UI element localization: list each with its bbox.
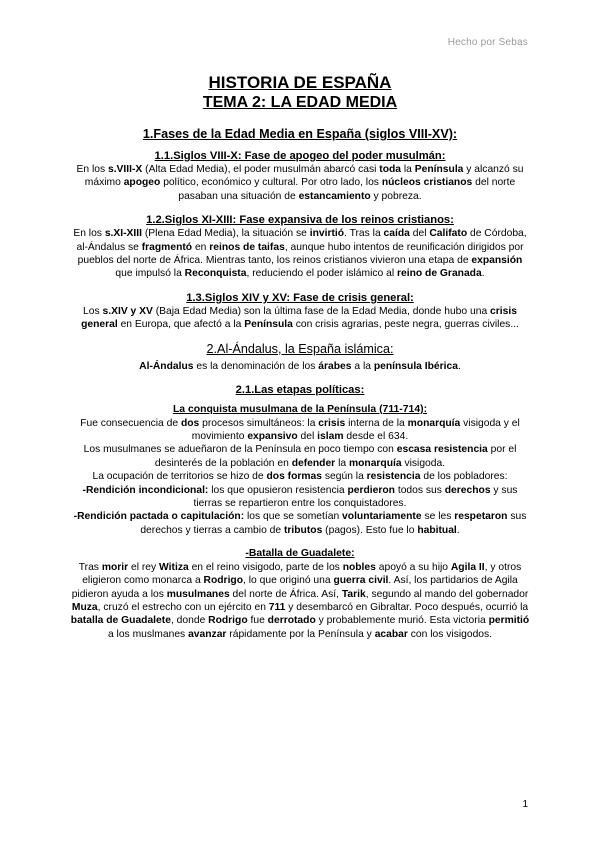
bold-term: voluntariamente xyxy=(342,511,422,523)
bold-term: perdieron xyxy=(347,484,395,496)
bold-term: 711 xyxy=(268,601,286,613)
bold-term: tributos xyxy=(283,524,323,536)
bold-term: Witiza xyxy=(159,561,189,573)
bold-term: resistencia xyxy=(366,471,421,483)
section-1-2-heading: 1.2.Siglos XI-XIII: Fase expansiva de los reinos cristianos: xyxy=(146,214,454,227)
bold-term: Muza xyxy=(71,601,98,613)
bold-term: habitual xyxy=(417,524,457,536)
bold-term: fragmentó xyxy=(141,241,193,253)
bold-term: defender xyxy=(291,457,336,469)
bold-term: Reconquista xyxy=(184,268,247,280)
bold-term: Península xyxy=(414,164,464,175)
bold-term: reino de Granada xyxy=(397,268,482,280)
bold-term: nobles xyxy=(342,561,376,573)
document-subtitle: TEMA 2: LA EDAD MEDIA xyxy=(202,94,398,111)
section-1-1-heading: 1.1.Siglos VIII-X: Fase de apogeo del poder musulmán: xyxy=(154,150,446,162)
page-number: 1 xyxy=(522,799,528,810)
section-1-2-text xyxy=(68,227,532,281)
bold-term: escasa resistencia xyxy=(396,444,488,456)
bold-term: morir xyxy=(101,561,129,573)
conquista-heading: La conquista musulmana de la Península (711-714): xyxy=(172,404,428,416)
bold-term: guerra civil xyxy=(333,575,389,587)
bold-term: dos xyxy=(180,417,200,429)
bold-term: s.XIV y XV xyxy=(102,305,153,317)
bold-term: expansivo xyxy=(247,430,298,442)
bold-term: acabar xyxy=(374,628,408,640)
paragraph: En los s.VIII-X (Alta Edad Media), el poder musulmán abarcó casi toda la Península y alcanzó su máximo apogeo político, económico y cultural. Por otro lado, los núcleos cristianos del norte pasaban una situación de estancamiento y pobreza. xyxy=(76,164,524,202)
guadalete-heading: -Batalla de Guadalete: xyxy=(245,548,355,560)
bold-term: crisis general xyxy=(81,305,517,331)
paragraph: La ocupación de territorios se hizo de dos formas según la resistencia de los pobladores: xyxy=(92,471,508,483)
bold-term: árabes xyxy=(318,360,352,372)
bold-term: núcleos cristianos xyxy=(381,177,473,189)
bold-term: Al-Ándalus xyxy=(139,360,194,372)
bold-term: Tarik xyxy=(341,588,366,600)
bold-term: monarquía xyxy=(348,457,402,469)
bold-term: estancamiento xyxy=(298,190,371,202)
bold-term: monarquía xyxy=(407,417,461,429)
bold-term: avanzar xyxy=(188,628,227,640)
bold-term: permitió xyxy=(488,615,530,627)
bold-term: apogeo xyxy=(123,177,161,189)
bold-term: Agila II xyxy=(450,561,485,573)
bold-term: musulmanes xyxy=(166,588,230,600)
section-2-heading: 2.Al-Ándalus, la España islámica: xyxy=(206,341,394,356)
section-1-3-heading: 1.3.Siglos XIV y XV: Fase de crisis general: xyxy=(186,291,414,304)
bold-term: dos formas xyxy=(266,471,323,483)
author-note: Hecho por Sebas xyxy=(447,37,528,48)
paragraph: Los s.XIV y XV (Baja Edad Media) son la última fase de la Edad Media, donde hubo una crisis general en Europa, que afectó a la Península con crisis agrarias, peste negra, guerras civiles... xyxy=(81,305,519,331)
bold-term: península Ibérica xyxy=(373,360,458,372)
section-1-heading: 1.Fases de la Edad Media en España (siglos VIII-XV): xyxy=(142,127,458,141)
guadalete-text xyxy=(68,561,532,641)
paragraph: Tras morir el rey Witiza en el reino visigodo, parte de los nobles apoyó a su hijo Agila II, y otros eligieron como monarca a Rodrigo, lo que originó una guerra civil. Así, los partidarios de Agila pidieron ayuda a los musulmanes del norte de África. Así, Tarik, segundo al mando del gobernador Muza, cruzó el estrecho con un ejército en 711 y desembarcó en Gibraltar. Poco después, ocurrió la batalla de Guadalete, donde Rodrigo fue derrotado y probablemente murió. Esta victoria permitió a los muslmanes avanzar rápidamente por la Península y acabar con los visigodos. xyxy=(70,561,530,640)
section-2-intro xyxy=(68,360,532,373)
bold-term: -Rendición incondicional: xyxy=(82,484,209,496)
document-body xyxy=(68,72,532,641)
bold-term: islam xyxy=(317,430,344,442)
bold-term: Rodrigo xyxy=(208,615,248,627)
bold-term: reinos de taifas xyxy=(209,241,285,253)
bold-term: -Rendición pactada o capitulación: xyxy=(73,511,245,523)
bold-term: caída xyxy=(383,228,410,240)
bold-term: Califato xyxy=(429,228,468,240)
document-title: HISTORIA DE ESPAÑA xyxy=(208,73,392,92)
conquista-text xyxy=(68,417,532,538)
bold-term: derechos xyxy=(444,484,491,496)
paragraph: -Rendición pactada o capitulación: los que se sometían voluntariamente se les respetaron sus derechos y tierras a cambio de tributos (pagos). Esto fue lo habitual. xyxy=(73,511,527,536)
paragraph: En los s.XI-XIII (Plena Edad Media), la situación se invirtió. Tras la caída del Califato de Córdoba, al-Ándalus se fragmentó en reinos de taifas, aunque hubo intentos de reunificación dirigidos por pueblos del norte de África. Mientras tanto, los reinos cristianos vivieron una etapa de expansión que impulsó la Reconquista, reduciendo el poder islámico al reino de Granada. xyxy=(73,228,527,280)
paragraph: Fue consecuencia de dos procesos simultáneos: la crisis interna de la monarquía visigoda y el movimiento expansivo del islam desde el 634. xyxy=(80,417,520,442)
bold-term: crisis xyxy=(318,417,346,429)
paragraph: -Rendición incondicional: los que opusieron resistencia perdieron todos sus derechos y sus tierras se repartieron entre los conquistadores. xyxy=(82,484,518,509)
bold-term: Rodrigo xyxy=(203,575,244,587)
bold-term: expansión xyxy=(471,255,523,267)
bold-term: respetaron xyxy=(454,511,508,523)
section-1-3-text xyxy=(68,305,532,332)
bold-term: toda xyxy=(379,164,402,175)
bold-term: invirtió xyxy=(309,228,345,240)
bold-term: Península xyxy=(244,319,293,331)
bold-term: derrotado xyxy=(267,615,316,627)
paragraph: Los musulmanes se adueñaron de la Península en poco tiempo con escasa resistencia por el desinterés de la población en defender la monarquía visigoda. xyxy=(83,444,517,469)
bold-term: batalla de Guadalete xyxy=(70,615,171,627)
bold-term: s.XI-XIII xyxy=(104,228,143,240)
section-1-1-text xyxy=(68,163,532,203)
section-2-1-heading: 2.1.Las etapas políticas: xyxy=(235,384,365,397)
bold-term: s.VIII-X xyxy=(107,164,143,175)
paragraph: Al-Ándalus es la denominación de los árabes a la península Ibérica. xyxy=(139,360,461,372)
